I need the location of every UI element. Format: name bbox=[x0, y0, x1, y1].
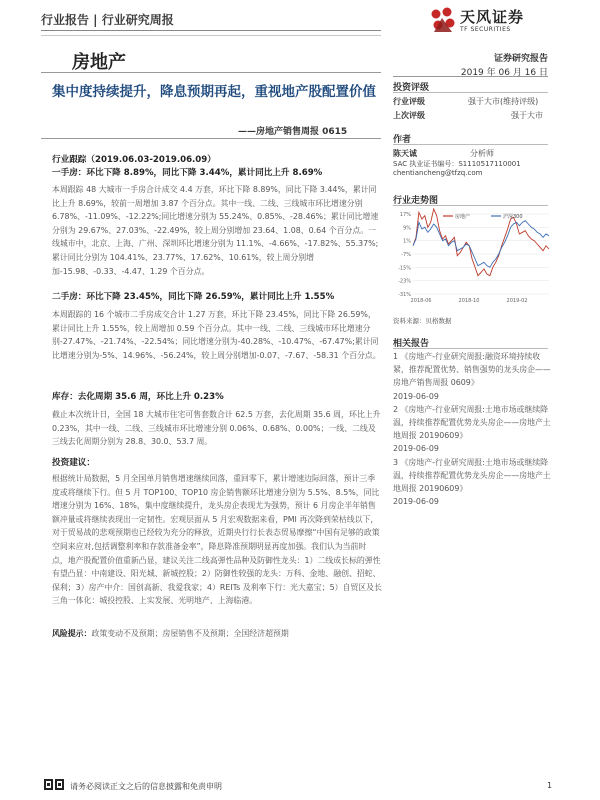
related-reports-title: 相关报告 bbox=[393, 339, 430, 349]
sidebar-top-divider bbox=[393, 76, 548, 77]
related-report-item[interactable] bbox=[393, 350, 553, 403]
logo-text-en: TF SECURITIES bbox=[460, 26, 511, 33]
page-number: 1 bbox=[547, 781, 553, 790]
related-report-text: 1 《房地产-行业研究周报:融资环境持续收紧，推荐配置优势、销售强势的龙头房企——房地产销售周报 0609》 bbox=[393, 352, 551, 388]
header-divider-light bbox=[41, 35, 381, 36]
chart-y-tick-label: 9% bbox=[403, 225, 411, 232]
prev-rating-value: 强于大市 bbox=[511, 111, 543, 120]
tracking-section-title: 行业跟踪（2019.06.03-2019.06.09） bbox=[52, 155, 216, 165]
second-hand-paragraph: 本周跟踪的 16 个城市二手房成交合计 1.27 万套，环比下降 23.45%，同比下降 26.59%，累计同比上升 1.55%，较上周增加 0.59 个百分点。其中一线、二线、三线城市环比增速分别-27.47%、-21.74%、-22.54%；同比增速分别为-40.28%、-10.47%、-67.47%;累计同比增速分别为-5%、14.96%、-56.24%，较上周分别增加-0.07、-7.67、-58.31 个百分点。 bbox=[52, 310, 381, 360]
title-divider bbox=[41, 72, 381, 73]
company-logo bbox=[428, 4, 548, 38]
report-category-breadcrumb: 行业报告 | 行业研究周报 bbox=[41, 13, 174, 27]
chart-legend-label: 房地产 bbox=[455, 214, 471, 220]
report-type-label: 证券研究报告 bbox=[493, 54, 548, 64]
header-divider bbox=[41, 30, 381, 31]
chart-x-tick-label: 2018-06 bbox=[410, 298, 432, 304]
industry-title: 房地产 bbox=[72, 52, 126, 73]
author-name: 陈天诚 bbox=[393, 149, 417, 158]
inventory-summary: 库存：去化周期 35.6 周，环比上升 0.23% bbox=[52, 392, 224, 402]
rating-section-title: 投资评级 bbox=[393, 83, 430, 93]
risk-warning-label: 风险提示： bbox=[52, 629, 92, 638]
chart-series-line bbox=[413, 209, 549, 276]
author-section-title: 作者 bbox=[393, 135, 412, 145]
chart-series-line bbox=[413, 221, 549, 268]
related-report-text: 2 《房地产-行业研究周报:土地市场或继续降温，持续推荐配置优势龙头房企——房地产土地周报 20190609》 bbox=[393, 404, 551, 441]
author-divider bbox=[393, 144, 548, 145]
rating-divider bbox=[393, 92, 548, 93]
industry-trend-chart bbox=[393, 208, 553, 308]
related-report-date: 2019-06-09 bbox=[393, 497, 439, 507]
chart-section-title: 行业走势图 bbox=[393, 196, 439, 206]
author-email[interactable]: chentiancheng@tfzq.com bbox=[393, 169, 483, 177]
disclaimer-footer: 请务必阅读正文之后的信息披露和免责申明 bbox=[70, 782, 222, 791]
risk-warning-text: 政策变动不及预期；房屋销售不及预期；全国经济超预期 bbox=[91, 629, 289, 638]
chart-source: 资料来源：贝格数据 bbox=[393, 317, 452, 325]
new-home-summary: 一手房：环比下降 8.89%，同比下降 3.44%，累计同比上升 8.69% bbox=[52, 168, 323, 178]
risk-warning bbox=[52, 627, 382, 641]
chart-legend-label: 沪深300 bbox=[503, 214, 523, 220]
chart-x-tick-label: 2018-10 bbox=[458, 298, 480, 304]
author-sac-number: SAC 执业证书编号：S1110517110001 bbox=[393, 160, 521, 168]
chart-y-tick-label: 1% bbox=[403, 238, 411, 245]
related-reports-list bbox=[393, 350, 553, 508]
chart-y-tick-label: 17% bbox=[399, 212, 411, 218]
qr-code-icon bbox=[44, 779, 64, 790]
chart-x-tick-label: 2019-02 bbox=[506, 298, 528, 304]
chart-y-tick-label: -31% bbox=[398, 292, 411, 298]
investment-advice-paragraph: 根据统计局数据，5 月全国单月销售增速继续回落，重回零下，累计增速边际回落，预计三季度或将继续下行。但 5 月 TOP100、TOP10 房企销售额环比增速分别为 5.5%、8.5%，同比增速分别为 16%、18%，集中度继续提升，龙头房企表现尤为强势，预计 6 月房企半年销售额冲量或将继续表现出一定韧性。宏观层面从 5 月宏观数据来看，PMI 再次降到荣枯线以下，对于贸易战的悲观预期也已经较为充分的释放，近期央行行长表态贸易摩擦“中国有足够的政策空间来应对,包括调整利率和存款准备金率”，降息降准预期明显再度加强。我们认为当前时点，地产股配置价值重新凸显，建议关注二线高弹性品种及防御性龙头：1）二线成长标的弹性有望凸显：中南建设、阳光城、新城控股；2）防御性较强的龙头：万科、金地、融创、招蛇、保利；3）房产中介：国创高新、我爱我家；4）REITs 及利率下行：光大嘉宝；5）自贸区及长三角一体化：城投控股、上实发展、光明地产、上海临港。 bbox=[52, 474, 382, 606]
author-role: 分析师 bbox=[470, 149, 494, 158]
related-report-date: 2019-06-09 bbox=[393, 391, 439, 401]
report-headline: 集中度持续提升，降息预期再起，重视地产股配置价值 bbox=[52, 84, 376, 100]
tf-logo-icon bbox=[428, 6, 458, 34]
related-report-item[interactable] bbox=[393, 456, 553, 509]
chart-divider bbox=[393, 205, 548, 206]
report-subheadline: ——房地产销售周报 0615 bbox=[238, 127, 348, 137]
related-report-date: 2019-06-09 bbox=[393, 444, 439, 454]
new-home-paragraph: 本周跟踪 48 大城市一手房合计成交 4.4 万套，环比下降 8.89%，同比下降 3.44%，累计同比上升 8.69%，较前一周增加 3.87 个百分点。其中一线、二线、三线城市环比增速分别 6.78%、-11.09%、-12.22%;同比增速分别为 55.24%、0.85%、-28.46%；累计同比增速分别为 29.67%、27.03%、-22.49%，较上周分别增加 23.64、1.08、0.64 个百分点。一线城市中，北京、上海、广州、深圳环比增速分别为 11.1%、-4.66%、-17.82%、55.37%;累计同比分别为 104.41%、23.77%、17.62%、10.61%，较上周分别增加-15.98、-0.33、-4.47、1.29 个百分点。 bbox=[52, 185, 379, 276]
related-report-text: 3 《房地产-行业研究周报:土地市场或继续降温，持续推荐配置优势龙头房企——房地产土地周报 20190609》 bbox=[393, 457, 551, 494]
investment-advice-title: 投资建议： bbox=[52, 458, 95, 468]
chart-y-tick-label: -7% bbox=[401, 252, 411, 258]
rating-value: 强于大市(维持评级) bbox=[468, 97, 539, 106]
prev-rating-label: 上次评级 bbox=[393, 111, 425, 120]
related-divider bbox=[393, 348, 548, 349]
chart-y-tick-label: -15% bbox=[398, 265, 411, 272]
report-date: 2019 年 06 月 16 日 bbox=[460, 68, 548, 78]
headline-divider bbox=[41, 138, 381, 139]
chart-y-tick-label: -23% bbox=[398, 278, 411, 285]
related-report-item[interactable] bbox=[393, 403, 553, 456]
rating-label: 行业评级 bbox=[393, 97, 425, 106]
logo-text-cn: 天风证券 bbox=[460, 8, 525, 26]
inventory-paragraph: 截止本次统计日，全国 18 大城市住宅可售套数合计 62.5 万套，去化周期 35.6 周，环比上升 0.23%，其中一线、二线、三线城市环比增速分别 0.06%、0.68%、0.00%；一线、二线及三线去化周期分别为 28.8、30.0、53.7 周。 bbox=[52, 410, 381, 447]
second-hand-summary: 二手房：环比下降 23.45%，同比下降 26.59%，累计同比上升 1.55% bbox=[52, 292, 335, 302]
